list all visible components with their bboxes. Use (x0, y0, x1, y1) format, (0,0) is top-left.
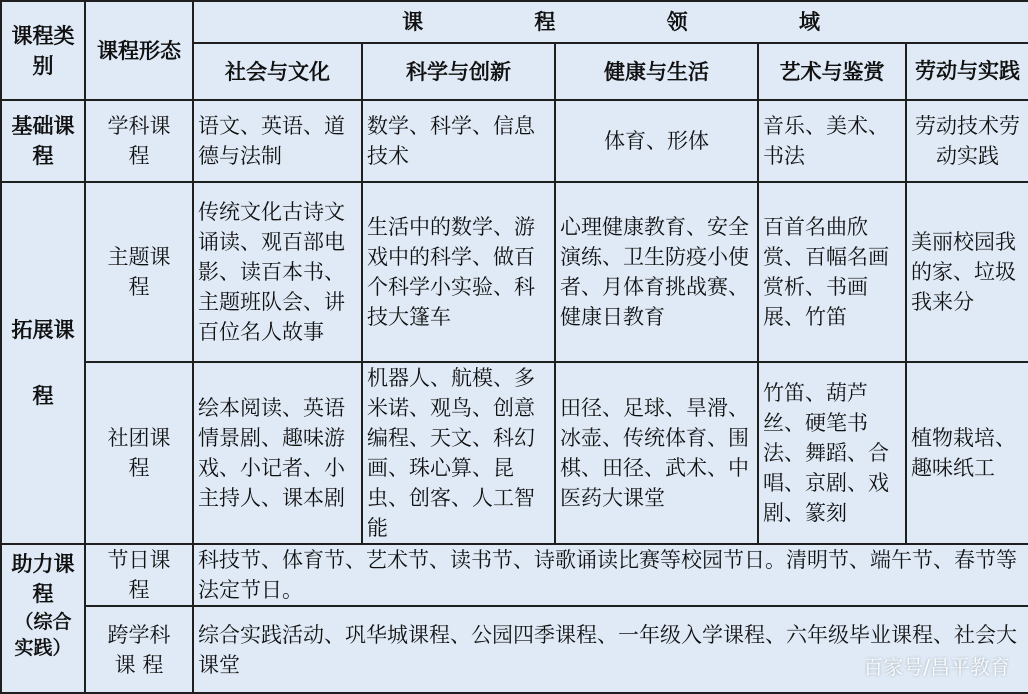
cell-theme-art: 百首名曲欣赏、百幅名画赏析、书画展、竹笛 (758, 182, 906, 362)
form-festival-course: 节日课程 (85, 544, 193, 606)
cell-club-health: 田径、足球、旱滑、冰壶、传统体育、围棋、田径、武术、中医药大课堂 (555, 362, 758, 544)
header-area-health-life: 健康与生活 (555, 43, 758, 100)
cell-basic-labor: 劳动技术劳动实践 (906, 100, 1028, 182)
form-club-course: 社团课程 (85, 362, 193, 544)
form-subject-course: 学科课程 (85, 100, 193, 182)
form-cross-subject-course: 跨学科课 程 (85, 606, 193, 693)
cell-basic-society: 语文、英语、道德与法制 (193, 100, 362, 182)
cell-club-science: 机器人、航模、多米诺、观鸟、创意编程、天文、科幻画、珠心算、昆虫、创客、人工智能 (362, 362, 555, 544)
category-extension-course: 拓展课程 (1, 182, 85, 544)
cell-cross-subject-content: 综合实践活动、巩华城课程、公园四季课程、一年级入学课程、六年级毕业课程、社会大课堂 (193, 606, 1028, 693)
cell-club-labor: 植物栽培、趣味纸工 (906, 362, 1028, 544)
category-auxiliary-label: 助力课程 (11, 552, 75, 606)
cell-basic-science: 数学、科学、信息技术 (362, 100, 555, 182)
cell-club-society: 绘本阅读、英语情景剧、趣味游戏、小记者、小主持人、课本剧 (193, 362, 362, 544)
cell-club-art: 竹笛、葫芦丝、硬笔书法、舞蹈、合唱、京剧、戏剧、篆刻 (758, 362, 906, 544)
header-course-category: 课程类别 (1, 1, 85, 100)
header-area-society-culture: 社会与文化 (193, 43, 362, 100)
category-auxiliary-course (1, 544, 85, 693)
cell-festival-content: 科技节、体育节、艺术节、读书节、诗歌诵读比赛等校园节日。清明节、端午节、春节等法定节日。 (193, 544, 1028, 606)
row-festival-course (1, 544, 1028, 606)
watermark: 百家号/昌平教育 (863, 655, 1010, 679)
category-auxiliary-note: （综合实践） (14, 611, 72, 659)
form-theme-course: 主题课程 (85, 182, 193, 362)
cell-theme-labor: 美丽校园我的家、垃圾我来分 (906, 182, 1028, 362)
cell-theme-society: 传统文化古诗文诵读、观百部电影、读百本书、主题班队会、讲百位名人故事 (193, 182, 362, 362)
cell-basic-health: 体育、形体 (555, 100, 758, 182)
header-area-art-appreciation: 艺术与鉴赏 (758, 43, 906, 100)
category-basic-course: 基础课程 (1, 100, 85, 182)
row-basic-course (1, 100, 1028, 182)
header-row-1 (1, 1, 1028, 43)
cell-theme-science: 生活中的数学、游戏中的科学、做百个科学小实验、科技大篷车 (362, 182, 555, 362)
row-theme-course (1, 182, 1028, 362)
cell-basic-art: 音乐、美术、书法 (758, 100, 906, 182)
header-area-science-innovation: 科学与创新 (362, 43, 555, 100)
header-course-form: 课程形态 (85, 1, 193, 100)
cell-theme-health: 心理健康教育、安全演练、卫生防疫小使者、月体育挑战赛、健康日教育 (555, 182, 758, 362)
header-area-labor-practice: 劳动与实践 (906, 43, 1028, 100)
row-club-course (1, 362, 1028, 544)
header-course-domain: 课 程 领 域 (193, 1, 1028, 43)
